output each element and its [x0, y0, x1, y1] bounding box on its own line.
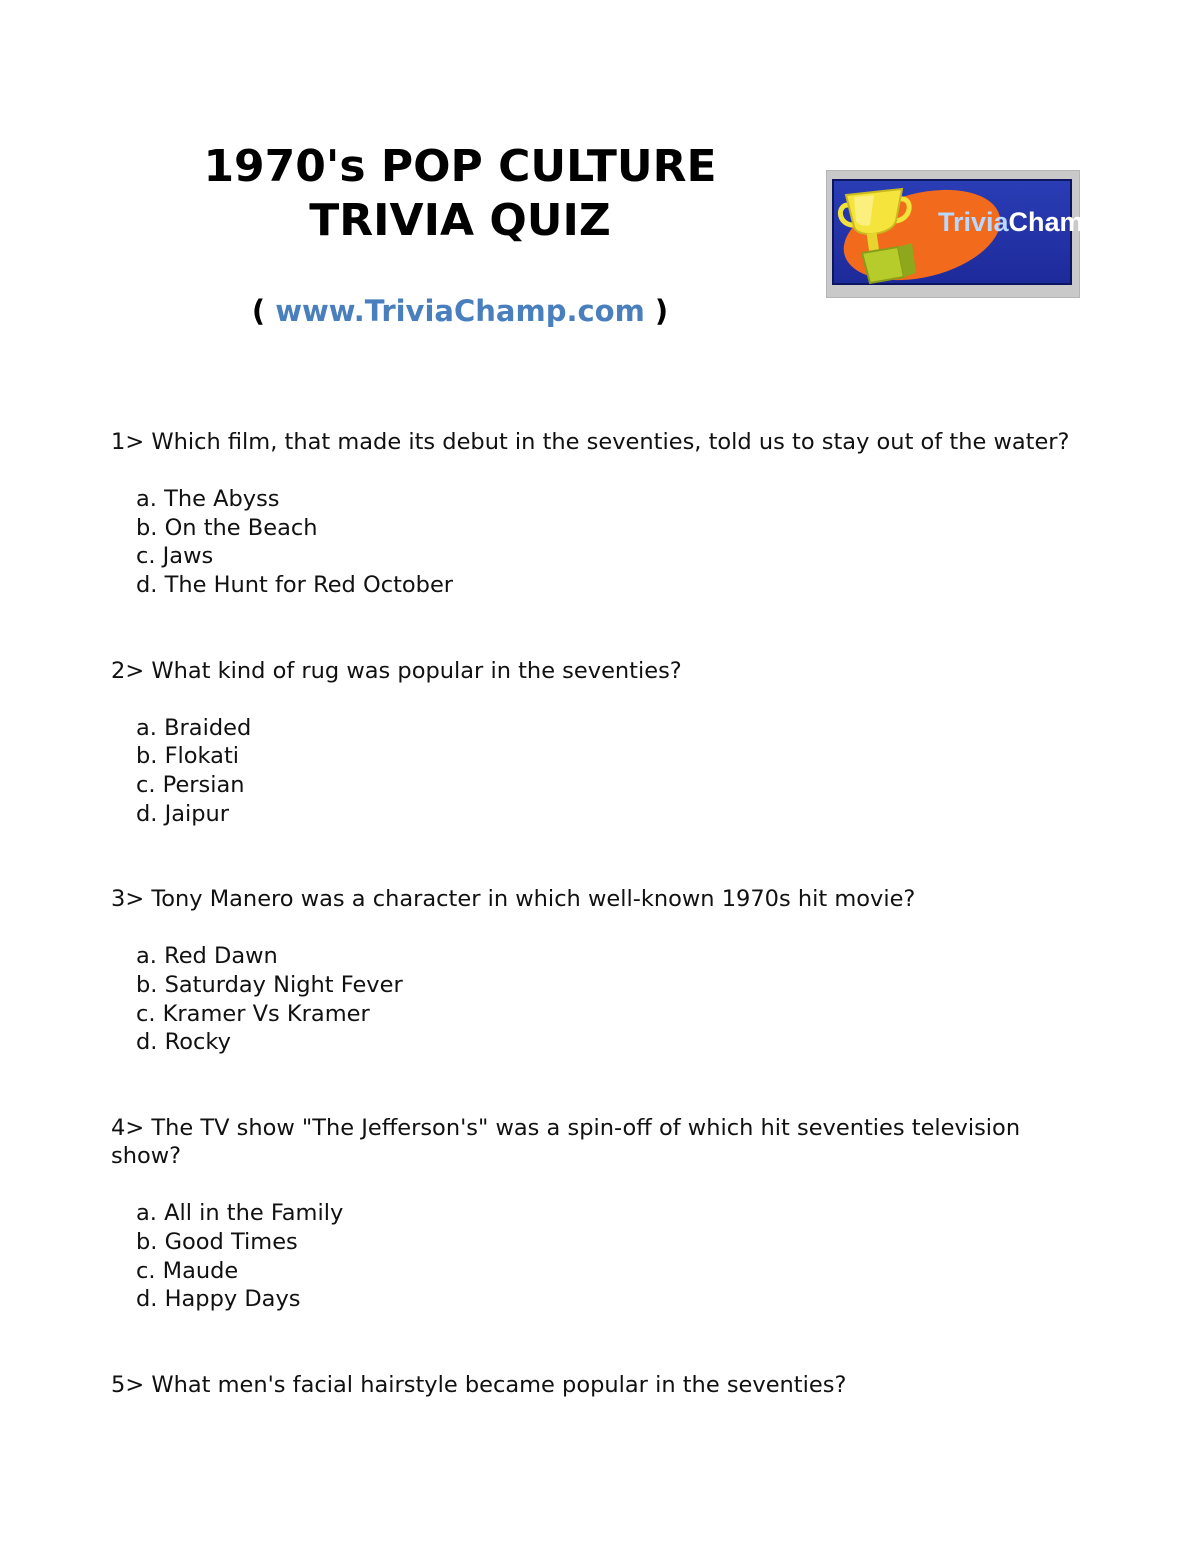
title-line-2: TRIVIA QUIZ — [309, 195, 611, 246]
answer-option: b. Flokati — [136, 743, 240, 770]
question-5 — [111, 1371, 1091, 1400]
site-link[interactable]: www.TriviaChamp.com — [275, 294, 645, 328]
answer-option: c. Jaws — [136, 543, 214, 570]
logo-text-trivia: Trivia — [938, 207, 1009, 237]
answer-option: c. Kramer Vs Kramer — [136, 1000, 370, 1027]
page-title — [170, 140, 750, 248]
question-text: 4> The TV show "The Jefferson's" was a spin-off of which hit seventies television show? — [111, 1114, 1021, 1170]
answer-list — [111, 1199, 1091, 1313]
logo-text — [938, 207, 1100, 238]
question-text: 2> What kind of rug was popular in the seventies? — [111, 657, 682, 684]
answer-option: d. Happy Days — [136, 1286, 301, 1313]
answer-option: c. Maude — [136, 1257, 239, 1284]
question-1 — [111, 428, 1091, 600]
site-close-paren: ) — [644, 294, 669, 328]
answer-option: c. Persian — [136, 771, 245, 798]
answer-option: b. On the Beach — [136, 514, 318, 541]
title-line-1: 1970's POP CULTURE — [203, 141, 717, 192]
question-text: 3> Tony Manero was a character in which well-known 1970s hit movie? — [111, 886, 916, 913]
question-text: 5> What men's facial hairstyle became popular in the seventies? — [111, 1371, 847, 1398]
answer-option: d. Rocky — [136, 1029, 231, 1056]
answer-list — [111, 714, 1091, 828]
question-3 — [111, 885, 1091, 1057]
answer-option: d. Jaipur — [136, 800, 230, 827]
site-line — [170, 294, 750, 328]
answer-list — [111, 485, 1091, 599]
question-list — [111, 428, 1091, 1456]
trivia-champ-logo — [826, 170, 1101, 298]
answer-list — [111, 942, 1091, 1056]
logo-text-champ: Champ — [1008, 207, 1101, 237]
question-text: 1> Which film, that made its debut in the seventies, told us to stay out of the water? — [111, 429, 1070, 455]
answer-option: a. Braided — [136, 714, 252, 741]
site-open-paren: ( — [251, 294, 276, 328]
answer-option: d. The Hunt for Red October — [136, 571, 454, 598]
question-4 — [111, 1114, 1091, 1314]
answer-option: a. Red Dawn — [136, 943, 278, 970]
answer-option: b. Saturday Night Fever — [136, 971, 403, 998]
answer-option: b. Good Times — [136, 1229, 298, 1256]
answer-option: a. The Abyss — [136, 486, 280, 513]
question-2 — [111, 657, 1091, 829]
logo-panel — [832, 179, 1101, 285]
answer-option: a. All in the Family — [136, 1200, 344, 1227]
